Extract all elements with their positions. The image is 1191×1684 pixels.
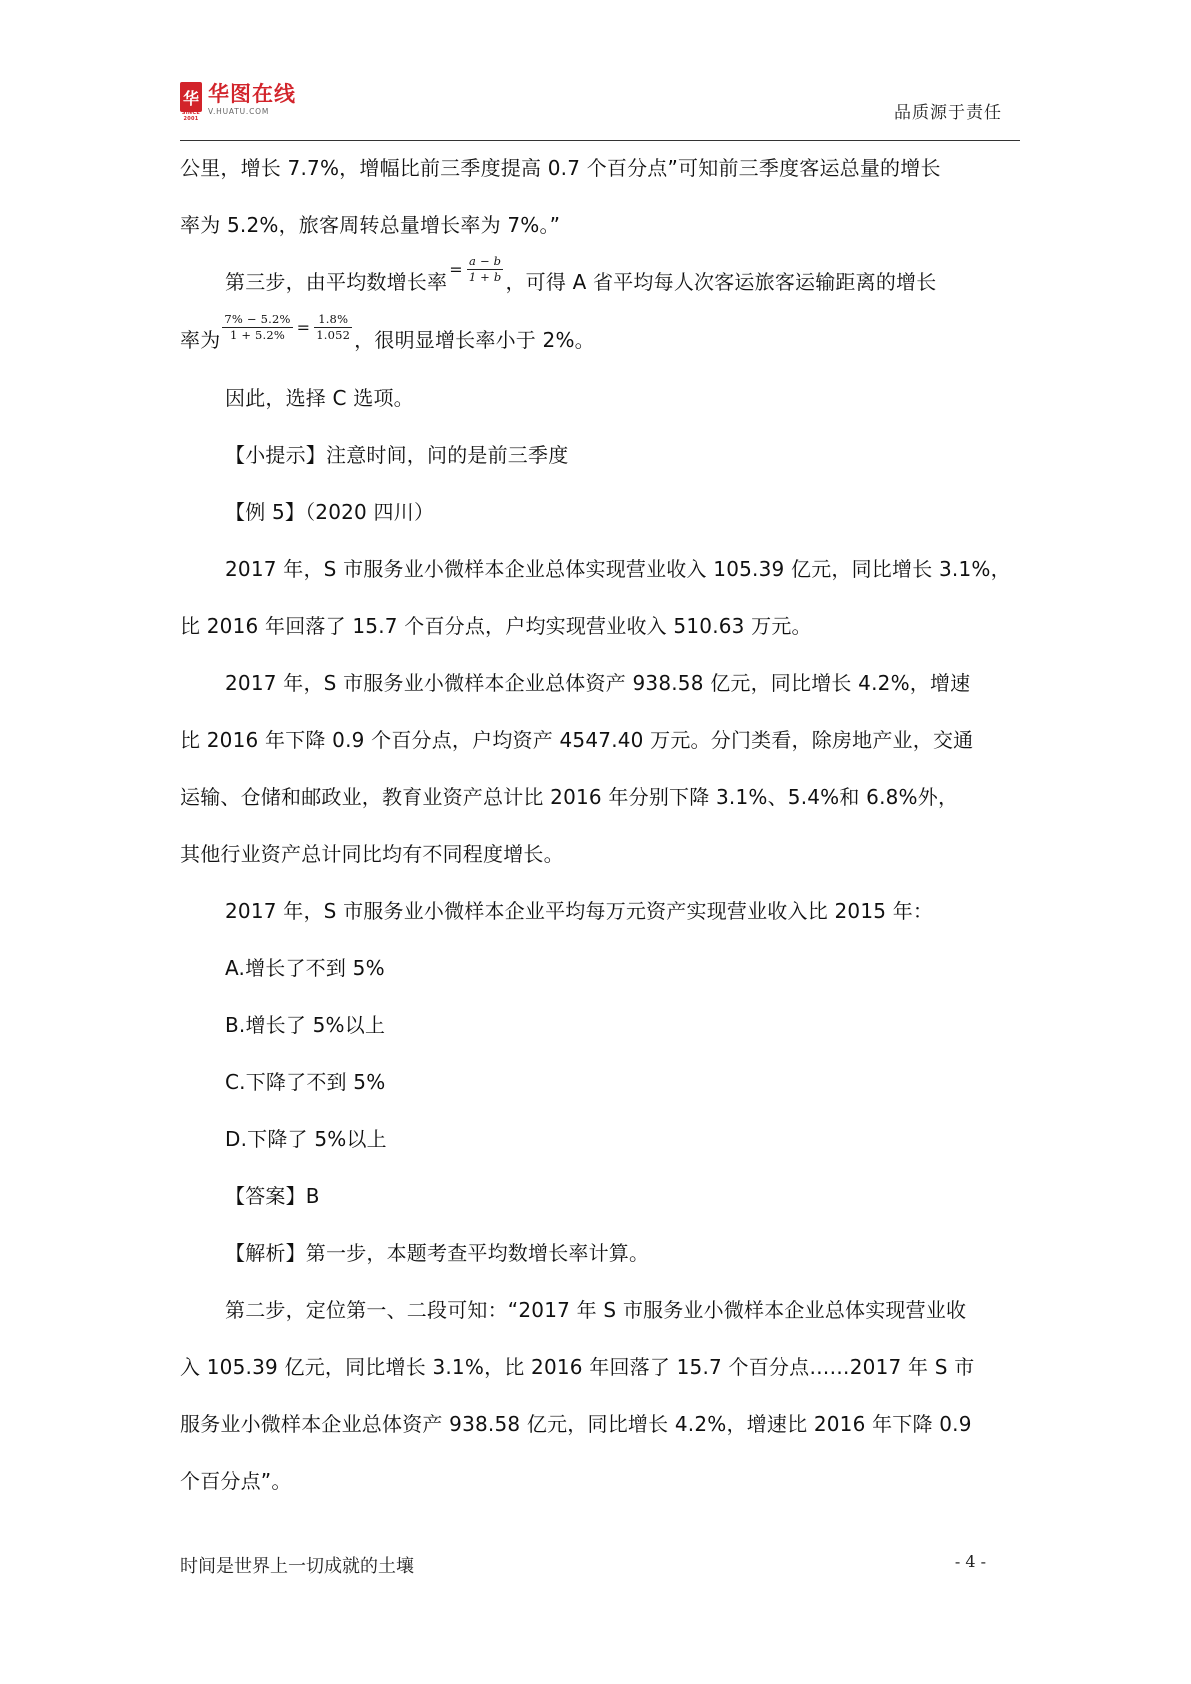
paragraph-line: 运输、仓储和邮政业，教育业资产总计比 2016 年分别下降 3.1%、5.4%和 6.8%外， [180, 785, 959, 809]
logo-mark-since: SINCE 2001 [181, 110, 201, 122]
paragraph-formula-line [180, 312, 1060, 370]
option-c: C.下降了不到 5% [225, 1070, 386, 1094]
footer-motto: 时间是世界上一切成就的土壤 [180, 1556, 414, 1577]
rate-conclusion-text: ，很明显增长率小于 2%。 [354, 328, 595, 352]
huatu-logo [180, 82, 296, 122]
paragraph-line: 率为 5.2%，旅客周转总量增长率为 7%。” [180, 213, 561, 237]
fraction-numerator: 7% − 5.2% [224, 312, 291, 326]
formula-result-text: ，可得 A 省平均每人次客运旅客运输距离的增长 [505, 270, 937, 294]
analysis-line: 【解析】第一步，本题考查平均数增长率计算。 [225, 1241, 650, 1265]
paragraph-line: 2017 年，S 市服务业小微样本企业总体实现营业收入 105.39 亿元，同比增长 3.1%， [225, 557, 1011, 581]
paragraph-line: 第二步，定位第一、二段可知：“2017 年 S 市服务业小微样本企业总体实现营业收 [225, 1298, 967, 1322]
paragraph-line: 个百分点”。 [180, 1469, 292, 1493]
fraction-numerator: 1.8% [314, 312, 352, 328]
header-slogan: 品质源于责任 [894, 103, 1002, 123]
formula-numerator: a − b [467, 254, 504, 270]
paragraph-line: 因此，选择 C 选项。 [225, 386, 414, 410]
paragraph-line: 入 105.39 亿元，同比增长 3.1%，比 2016 年回落了 15.7 个百分点……2017 年 S 市 [180, 1355, 975, 1379]
formula-intro-text: 第三步，由平均数增长率 [225, 270, 448, 294]
rate-fraction [222, 312, 292, 343]
option-b: B.增长了 5%以上 [225, 1013, 386, 1037]
rate-intro-text: 率为 [180, 328, 221, 352]
equals-sign: = [296, 318, 311, 337]
equals-sign: = [449, 260, 463, 279]
paragraph-line: 服务业小微样本企业总体资产 938.58 亿元，同比增长 4.2%，增速比 2016 年下降 0.9 [180, 1412, 972, 1436]
growth-rate-formula [467, 254, 504, 285]
option-a: A.增长了不到 5% [225, 956, 385, 980]
document-body [180, 140, 1060, 1510]
page-header [180, 82, 1020, 141]
fraction-denominator: 1.052 [316, 328, 351, 342]
logo-name: 华图在线 [208, 82, 296, 106]
logo-url: V.HUATU.COM [208, 107, 270, 116]
paragraph-line: 比 2016 年下降 0.9 个百分点，户均资产 4547.40 万元。分门类看，除房地产业，交通 [180, 728, 974, 752]
logo-text [208, 82, 296, 116]
formula-denominator: 1 + b [468, 270, 502, 284]
page-number: - 4 - [954, 1552, 986, 1571]
logo-mark-icon [180, 82, 202, 122]
example-heading: 【例 5】（2020 四川） [225, 500, 435, 524]
paragraph-line: 比 2016 年回落了 15.7 个百分点，户均实现营业收入 510.63 万元。 [180, 614, 812, 638]
paragraph-formula-line [180, 254, 1060, 312]
option-d: D.下降了 5%以上 [225, 1127, 387, 1151]
question-stem: 2017 年，S 市服务业小微样本企业平均每万元资产实现营业收入比 2015 年： [225, 899, 934, 923]
paragraph-line: 2017 年，S 市服务业小微样本企业总体资产 938.58 亿元，同比增长 4.2%，增速 [225, 671, 971, 695]
tip-line: 【小提示】注意时间，问的是前三季度 [225, 443, 569, 467]
paragraph-line: 公里，增长 7.7%，增幅比前三季度提高 0.7 个百分点”可知前三季度客运总量的增长 [180, 156, 941, 180]
paragraph-line: 其他行业资产总计同比均有不同程度增长。 [180, 842, 564, 866]
rate-fraction-simplified [314, 312, 352, 343]
fraction-denominator: 1 + 5.2% [229, 328, 286, 342]
page-footer [180, 1552, 1020, 1582]
answer-line: 【答案】B [225, 1184, 320, 1208]
logo-mark-glyph: 华 [182, 88, 199, 108]
